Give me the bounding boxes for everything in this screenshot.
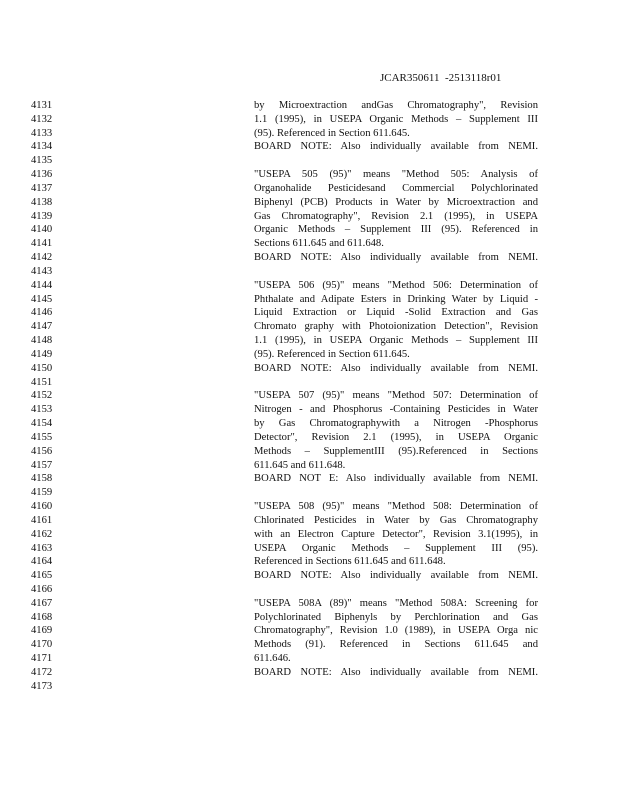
line-text: "USEPA 506 (95)" means "Method 506: Determination of bbox=[254, 279, 538, 291]
document-line bbox=[0, 182, 618, 196]
document-line bbox=[0, 376, 618, 390]
document-line bbox=[0, 666, 618, 680]
line-number: 4167 bbox=[31, 597, 53, 609]
line-number: 4160 bbox=[31, 501, 53, 513]
line-number: 4131 bbox=[31, 100, 53, 111]
line-text: Referenced in Sections 611.645 and 611.648. bbox=[254, 556, 446, 568]
document-line bbox=[0, 652, 618, 666]
line-text: Methods – SupplementIII (95).Referenced in Sections bbox=[254, 445, 538, 457]
line-number: 4170 bbox=[31, 639, 53, 651]
document-line bbox=[0, 472, 618, 486]
document-header: JCAR350611 -2513118r01 bbox=[380, 72, 502, 84]
line-number: 4146 bbox=[31, 307, 53, 319]
line-text: Organohalide Pesticidesand Commercial Polychlorinated bbox=[254, 182, 538, 194]
line-text: BOARD NOTE: Also individually available from NEMI. bbox=[254, 666, 538, 678]
document-line bbox=[0, 624, 618, 638]
document-line bbox=[0, 569, 618, 583]
line-number: 4168 bbox=[31, 611, 53, 623]
document-line bbox=[0, 210, 618, 224]
line-text: Detector", Revision 2.1 (1995), in USEPA Organic bbox=[254, 431, 538, 443]
document-line bbox=[0, 528, 618, 542]
line-text: 1.1 (1995), in USEPA Organic Methods – Supplement III bbox=[254, 335, 538, 347]
document-line bbox=[0, 223, 618, 237]
document-line bbox=[0, 113, 618, 127]
line-text: with an Electron Capture Detector", Revision 3.1(1995), in bbox=[254, 528, 538, 540]
line-number: 4154 bbox=[31, 418, 53, 430]
line-number: 4169 bbox=[31, 625, 53, 637]
line-text: "USEPA 505 (95)" means "Method 505: Analysis of bbox=[254, 169, 538, 181]
document-line bbox=[0, 362, 618, 376]
line-number: 4162 bbox=[31, 528, 53, 540]
line-number: 4165 bbox=[31, 570, 53, 582]
line-number: 4161 bbox=[31, 514, 53, 526]
document-line bbox=[0, 611, 618, 625]
line-number: 4156 bbox=[31, 445, 53, 457]
document-line bbox=[0, 293, 618, 307]
line-text: Gas Chromatography", Revision 2.1 (1995), in USEPA bbox=[254, 210, 538, 222]
line-text: 1.1 (1995), in USEPA Organic Methods – Supplement III bbox=[254, 113, 538, 125]
line-number: 4141 bbox=[31, 238, 53, 250]
line-number: 4172 bbox=[31, 666, 53, 678]
line-text: Chromatography", Revision 1.0 (1989), in USEPA Orga nic bbox=[254, 625, 538, 637]
line-number: 4144 bbox=[31, 279, 53, 291]
document-body bbox=[0, 99, 618, 694]
line-number: 4133 bbox=[31, 127, 53, 139]
document-line bbox=[0, 542, 618, 556]
document-line bbox=[0, 154, 618, 168]
line-text: Methods (91). Referenced in Sections 611.645 and bbox=[254, 639, 538, 651]
line-text: BOARD NOTE: Also individually available from NEMI. bbox=[254, 141, 538, 153]
line-number: 4135 bbox=[31, 155, 53, 167]
line-text: Biphenyl (PCB) Products in Water by Microextraction and bbox=[254, 196, 538, 208]
document-line bbox=[0, 265, 618, 279]
line-text: BOARD NOTE: Also individually available from NEMI. bbox=[254, 252, 538, 264]
document-line bbox=[0, 403, 618, 417]
line-text: "USEPA 507 (95)" means "Method 507: Determination of bbox=[254, 390, 538, 402]
document-line bbox=[0, 638, 618, 652]
line-number: 4171 bbox=[31, 653, 53, 665]
line-number: 4148 bbox=[31, 335, 53, 347]
line-text: by Microextraction andGas Chromatography", Revision bbox=[254, 100, 538, 111]
line-text: (95). Referenced in Section 611.645. bbox=[254, 348, 410, 360]
line-text: Nitrogen - and Phosphorus -Containing Pesticides in Water bbox=[254, 404, 538, 416]
document-line bbox=[0, 334, 618, 348]
document-line bbox=[0, 555, 618, 569]
line-number: 4157 bbox=[31, 459, 53, 471]
document-line bbox=[0, 486, 618, 500]
line-text: Sections 611.645 and 611.648. bbox=[254, 238, 384, 250]
document-line bbox=[0, 196, 618, 210]
line-number: 4158 bbox=[31, 473, 53, 485]
line-number: 4150 bbox=[31, 362, 53, 374]
line-text: 611.646. bbox=[254, 653, 291, 665]
document-line bbox=[0, 500, 618, 514]
document-line bbox=[0, 348, 618, 362]
line-text: 611.645 and 611.648. bbox=[254, 459, 346, 471]
line-number: 4163 bbox=[31, 542, 53, 554]
document-line bbox=[0, 279, 618, 293]
document-line bbox=[0, 99, 618, 113]
line-number: 4134 bbox=[31, 141, 53, 153]
line-number: 4138 bbox=[31, 196, 53, 208]
document-line bbox=[0, 320, 618, 334]
document-line bbox=[0, 583, 618, 597]
line-number: 4139 bbox=[31, 210, 53, 222]
document-line bbox=[0, 389, 618, 403]
line-text: Polychlorinated Biphenyls by Perchlorination and Gas bbox=[254, 611, 538, 623]
line-text: BOARD NOTE: Also individually available from NEMI. bbox=[254, 570, 538, 582]
document-line bbox=[0, 306, 618, 320]
document-line bbox=[0, 680, 618, 694]
line-number: 4149 bbox=[31, 348, 53, 360]
document-line bbox=[0, 251, 618, 265]
line-number: 4142 bbox=[31, 252, 53, 264]
line-number: 4173 bbox=[31, 680, 53, 692]
line-number: 4137 bbox=[31, 182, 53, 194]
line-text: Organic Methods – Supplement III (95). Referenced in bbox=[254, 224, 538, 236]
line-number: 4140 bbox=[31, 224, 53, 236]
line-text: USEPA Organic Methods – Supplement III (95). bbox=[254, 542, 538, 554]
line-text: "USEPA 508 (95)" means "Method 508: Determination of bbox=[254, 501, 538, 513]
document-line bbox=[0, 417, 618, 431]
line-text: BOARD NOT E: Also individually available from NEMI. bbox=[254, 473, 538, 485]
line-text: BOARD NOTE: Also individually available from NEMI. bbox=[254, 362, 538, 374]
line-number: 4151 bbox=[31, 376, 53, 388]
line-text: (95). Referenced in Section 611.645. bbox=[254, 127, 410, 139]
document-line bbox=[0, 127, 618, 141]
line-number: 4143 bbox=[31, 265, 53, 277]
line-number: 4132 bbox=[31, 113, 53, 125]
document-line bbox=[0, 459, 618, 473]
line-text: Phthalate and Adipate Esters in Drinking Water by Liquid - bbox=[254, 293, 538, 305]
document-line bbox=[0, 597, 618, 611]
line-number: 4145 bbox=[31, 293, 53, 305]
document-line bbox=[0, 140, 618, 154]
line-text: "USEPA 508A (89)" means "Method 508A: Screening for bbox=[254, 597, 538, 609]
document-line bbox=[0, 168, 618, 182]
line-text: Liquid Extraction or Liquid -Solid Extraction and Gas bbox=[254, 307, 538, 319]
line-number: 4136 bbox=[31, 169, 53, 181]
document-line bbox=[0, 514, 618, 528]
line-number: 4164 bbox=[31, 556, 53, 568]
line-number: 4159 bbox=[31, 487, 53, 499]
line-number: 4152 bbox=[31, 390, 53, 402]
line-number: 4166 bbox=[31, 583, 53, 595]
line-text: Chromato graphy with Photoionization Detection", Revision bbox=[254, 321, 538, 333]
document-line bbox=[0, 431, 618, 445]
line-text: Chlorinated Pesticides in Water by Gas Chromatography bbox=[254, 514, 538, 526]
document-line bbox=[0, 237, 618, 251]
document-line bbox=[0, 445, 618, 459]
line-number: 4147 bbox=[31, 321, 53, 333]
line-number: 4155 bbox=[31, 431, 53, 443]
line-text: by Gas Chromatographywith a Nitrogen -Phosphorus bbox=[254, 418, 538, 430]
line-number: 4153 bbox=[31, 404, 53, 416]
